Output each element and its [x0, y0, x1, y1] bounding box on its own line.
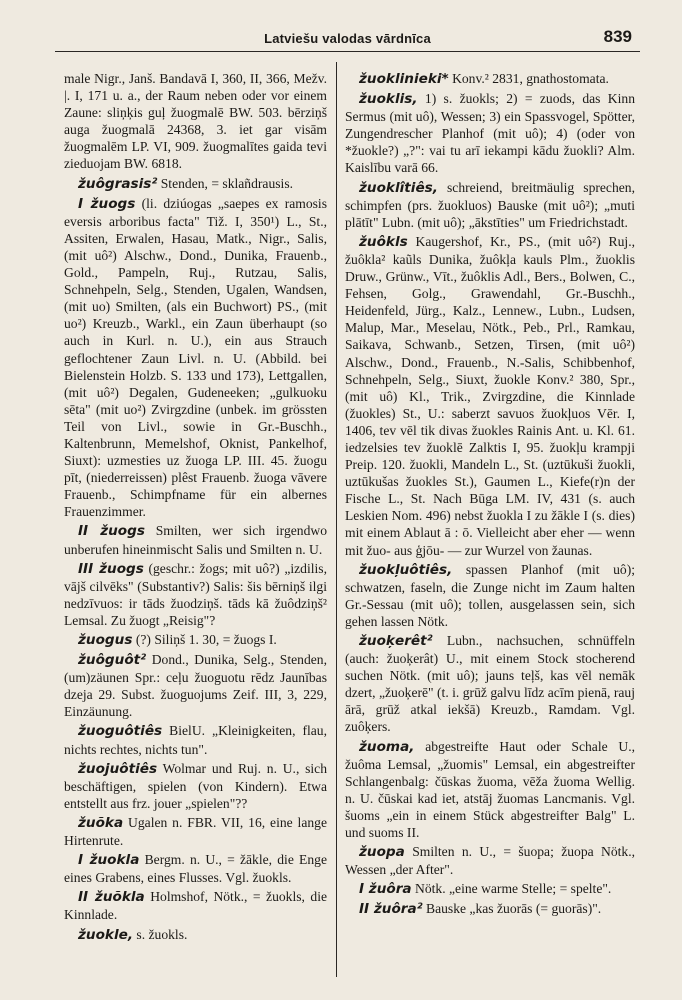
entry-text: Bergm. n. U., = žākle, die Enge eines Grabens, eines Flusses. Vgl. žuokls.	[64, 852, 327, 886]
dictionary-entry	[64, 722, 327, 757]
dictionary-entry	[345, 632, 635, 736]
entry-headword: žuoķerêt²	[359, 633, 433, 649]
page-number: 839	[603, 27, 632, 46]
dictionary-entry	[345, 738, 635, 842]
dictionary-entry	[345, 900, 635, 918]
dictionary-entry	[64, 631, 327, 649]
entry-headword: žuogus	[78, 632, 133, 648]
entry-headword: žuoklîtiês,	[359, 179, 438, 196]
dictionary-entry	[345, 880, 635, 898]
entry-headword: II žuõkla	[78, 889, 145, 906]
dictionary-entry	[345, 233, 635, 559]
entry-text: Stenden, = sklañdrausis.	[160, 175, 294, 191]
entry-text: (geschr.: žogs; mit uô?) „izdilis, vājš cilvēks" (Substantiv?) Salis: šis bērniņš ilgi nedzīvuos: ir tāds žuodziņš. tāds kā žuôdziņš² Lemsal. Zu žuogt „Reisig"?	[64, 560, 327, 628]
entry-text: Smilten n. U., = šuopa; žuopa Nötk., Wessen „der After".	[345, 844, 635, 878]
right-column	[345, 70, 635, 921]
dictionary-entry	[345, 179, 635, 231]
entry-headword: I žuogs	[78, 195, 136, 212]
entry-headword: žuopa	[359, 844, 405, 861]
entry-text: (li. dziúogas „saepes ex ramosis eversis arboribus facta" Tiž. I, 350¹) L., St., Assiten, Erwalen, Hasau, Matk., Nigr., Salis, (mit uô²) Alschw., Dond., Dunika, Frauenb., Gold., Pampeln, Ruj., Rutzau, Salis, Schnehpeln, Selg., Stenden, Ugalen, Wandsen, (mit uo) Smilten, (als ein Buchwort) PS., (mit uo²) Kreuzb., Warkl., ein Zaun überhaupt (so auch in Kurl. n. U.), ein aus Strauch geflochtener Zaun Livl. n. U. (Abbild. bei Bielenstein Holzb. S. 133 und 173), Lettgallen, (mit uô²) Degalen, Gudeneeken; „gulkuoku sēta" (mit uo²) Zvirgzdine (unbek. im grössten Teil von Livl., sowie in Gr.-Buschh., Kaltenbrunn, Memelshof, Oknist, Pankelhof, Siuxt): uzmesties uz žuoga LP. III. 45. žuogu pīt, (niederreissen) plêst Frauenb. žuoga vāvere Frauenb., Schimpfname für ein albernes Frauenzimmer.	[64, 195, 327, 520]
dictionary-entry	[345, 843, 635, 878]
dictionary-entry	[345, 70, 635, 88]
entry-text: spassen Planhof (mit uô); schwatzen, faseln, die Zunge nicht im Zaum halten Gr.-Sessau (mit uô); tollen, ausgelassen sein, sich gehen lassen Nötk.	[345, 561, 635, 629]
entry-text: Holmshof, Nötk., = žuokls, die Kinnlade.	[64, 889, 327, 923]
dictionary-entry	[64, 70, 327, 173]
entry-text: Kaugershof, Kr., PS., (mit uô²) Ruj., žuôkla² kaũls Dunika, žuôkļa kauls Plm., žuoklis Druw., Grünw., Vīt., žuôklis Adl., Bers., Bolwen, C., Fehsen, Golg., Grawendahl, Gr.-Buschh., Heidenfeld, Jürg., Kalz., Lennew., Lubn., Ludsen, Malup, Mar., Meselau, Nötk., Peb., Prl., Ramkau, Saikava, Schwanb., Setzen, Tirsen, (mit uô²) Alschw., Dond., Frauenb., N.-Salis, Schibbenhof, Schnehpeln, Selg., Siuxt, žuokle Konv.² 380, Spr., (mit uô) Kl., Trik., Zvirgzdine, die Kinnlade (žuokles) St., U.: saberzt savuos žuokļuos Vēr. I, 1406, tev vēl tik divas žuokles Rainis Ant. u. Kl. 61. iedzelsies tev žuoklē Zalktis I, 95. žuokļu krampji Preip. 120. žuokli, Mandeln L., St. (uztūkuši žuokli, uztūkušas žuokles St.), Gaumen L., Kiefe(r)n der Fische L., St. Nach Būga LM. IV, 431 (s. auch Leskien Nom. 496) nebst žuokla I zu žākle I (s. dies) mit einem Ablaut ā : ō. Vielleicht aber eher — wenn mit žuo- aus ģjōu- — zur Wurzel von žaunas.	[345, 233, 635, 558]
entry-text: BielU. „Kleinigkeiten, flau, nichts rechtes, nichts tun".	[64, 723, 328, 757]
entry-headword: žuoklinieki*	[359, 71, 449, 87]
entry-text: 1) s. žuokls; 2) = zuods, das Kinn Sermus (mit uô), Wessen; 3) ein Spassvogel, Spötter, Zungendrescher Planhof (mit uô); 4) (oder von *žuokle?) „?": vai tu arī iekampi kādu žuokli? Alm. Kaislību varā 66.	[345, 91, 635, 176]
entry-headword: žuojuôtiês	[78, 760, 158, 777]
entry-headword: III žuogs	[78, 560, 144, 577]
running-title: Latviešu valodas vārdnīca	[264, 31, 431, 46]
dictionary-entry	[64, 760, 327, 812]
entry-text: Dond., Dunika, Selg., Stenden, (um)zäunen Spr.: ceļu žuoguotu rēdz Jaunības dzeja 29. Subst. žuoguojums Zeif. III, 3, 229, Einzäunung.	[64, 652, 327, 720]
dictionary-entry	[64, 851, 327, 886]
dictionary-entry	[64, 195, 327, 521]
entry-text: Smilten, wer sich irgendwo unberufen hineinmischt Salis und Smilten n. U.	[64, 523, 327, 557]
dictionary-entry	[64, 560, 327, 629]
entry-headword: I žuokla	[78, 852, 140, 869]
left-column	[64, 70, 327, 946]
dictionary-entry	[345, 90, 635, 176]
dictionary-entry	[64, 926, 327, 944]
entry-headword: žuoguôtiês	[78, 723, 163, 740]
entry-text: Nötk. „eine warme Stelle; = spelte".	[415, 881, 612, 897]
entry-headword: II žuogs	[78, 523, 145, 540]
entry-headword: žuõka	[78, 814, 124, 831]
header-rule	[55, 51, 640, 52]
dictionary-entry	[64, 651, 327, 720]
entry-text: Ugalen n. FBR. VII, 16, eine lange Hirtenrute.	[64, 814, 327, 849]
dictionary-entry	[64, 814, 327, 849]
entry-text: male Nigr., Janš. Bandavā I, 360, II, 366, Mežv. |. I, 171 u. a., der Raum neben oder vor einem Zaune: sliņķis guļ žuogmalē BW. 503. bērziņš auga žuogmalā 24368, 3. iet gar visām žuogmalēm LP. VI, 909. žuogmalītes gaida tevi zieduojam BW. 6818.	[64, 71, 327, 172]
entry-text: (?) Siliņš 1. 30, = žuogs I.	[135, 632, 277, 647]
entry-headword: žuôguôt²	[78, 652, 147, 669]
entry-headword: žuokļuôtiês,	[359, 561, 453, 578]
entry-headword: I žuôra	[359, 881, 412, 898]
dictionary-entry	[345, 561, 635, 630]
page-header	[55, 28, 640, 50]
entry-headword: žuoma,	[359, 738, 415, 755]
dictionary-entry	[64, 175, 327, 193]
dictionary-entry	[64, 522, 327, 557]
entry-headword: žuoklis,	[359, 91, 418, 108]
entry-headword: II žuôra²	[359, 901, 423, 918]
entry-text: Lubn., nachsuchen, schnüffeln (auch: žuoķerât) U., mit einem Stock stocherend suchen Nötk. (mit uô); jauns teļš, kas vēl nemāk dzert, „žuoķerē" (t. i. grūž galvu līdz acīm pienā, rauj ārā, grūž atkal iekšā) Kreuzb., Ramdam. Vgl. zuôķers.	[345, 633, 635, 735]
entry-text: s. žuokls.	[136, 926, 188, 942]
entry-headword: žuôgrasis²	[78, 175, 158, 192]
entry-headword: žuokle,	[78, 926, 134, 943]
entry-headword: žuôkls	[359, 233, 408, 250]
dictionary-entry	[64, 888, 327, 923]
entry-text: schreiend, breitmäulig sprechen, schimpfen (prs. žuokluos) Bauske (mit uô²); „muti plātīt" Lubn. (mit uô); „ākstīties" um Friedrichstadt.	[345, 179, 635, 230]
entry-text: Bauske „kas žuorās (= guorās)".	[426, 901, 602, 917]
entry-text: abgestreifte Haut oder Schale U., žuôma Lemsal, „žuomis" Lemsal, ein abgestreifter Schlangenbalg: čūskas žuoma, vēža žuoma Wellig. n. U. čūskai kad iet, atstāj žuomas Lancmanis. Vgl. šuoms „ein in einem Stück abgestreifter Balg" L. und suoms II.	[345, 738, 635, 841]
column-divider	[336, 62, 337, 977]
entry-text: Konv.² 2831, gnathostomata.	[452, 71, 609, 86]
entry-text: Wolmar und Ruj. n. U., sich beschäftigen, spielen (von Kindern). Etwa entstellt aus frz. jouer „spielen"??	[64, 760, 328, 811]
